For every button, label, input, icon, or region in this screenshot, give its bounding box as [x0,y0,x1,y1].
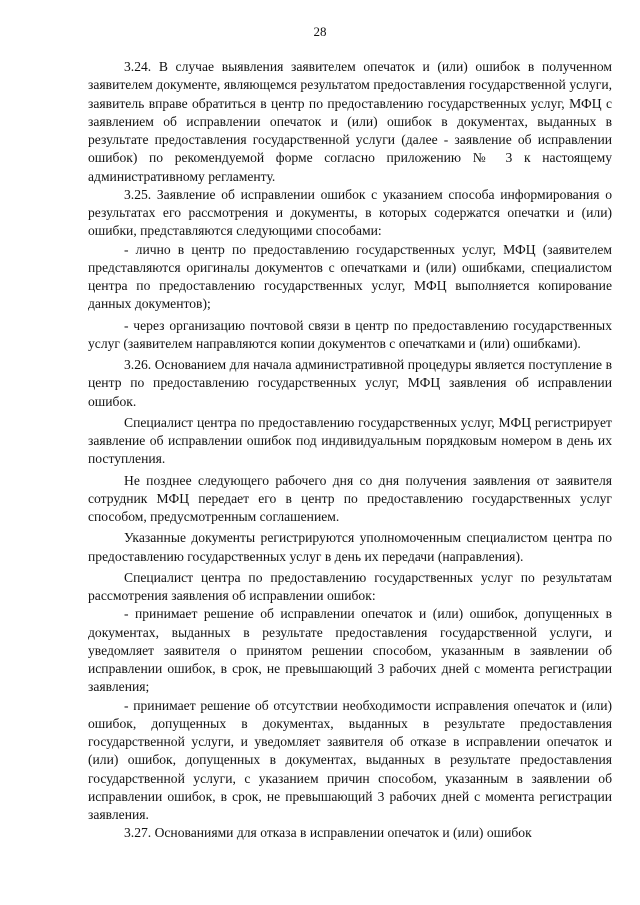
list-item-in-person: - лично в центр по предоставлению государственных услуг, МФЦ (заявителем представляются оригиналы документов с опечатками и (или) ошибками, специалистом центра по предоставлению государственных услуг, МФЦ выполняется копирование данных документов); [88,241,612,312]
paragraph-registration: Специалист центра по предоставлению государственных услуг, МФЦ регистрирует заявление об исправлении ошибок под индивидуальным порядковым номером в день их поступления. [88,414,612,467]
document-body [88,58,612,843]
paragraph-3-26: 3.26. Основанием для начала административной процедуры является поступление в центр по предоставлению государственных услуг, МФЦ заявления об исправлении ошибок. [88,357,612,409]
list-item-refusal-decision: - принимает решение об отсутствии необходимости исправления опечаток и (или) ошибок, допущенных в документах, выданных в результате предоставления государственной услуги, и уведомляет заявителя об отказе в исправлении опечаток и (или) ошибок, допущенных в документах, выданных в результате предоставления государственной услуги, с указанием причин способом, указанным в заявлении об исправлении ошибок, в срок, не превышающий 3 рабочих дней с момента регистрации заявления. [88,697,612,822]
page-number: 28 [313,24,327,39]
paragraph-3-27: 3.27. Основаниями для отказа в исправлении опечаток и (или) ошибок [124,825,532,841]
paragraph-specialist-review: Специалист центра по предоставлению государственных услуг по результатам рассмотрения заявления об исправлении ошибок: [88,569,612,603]
paragraph-3-24: 3.24. В случае выявления заявителем опечаток и (или) ошибок в полученном заявителем документе, являющемся результатом предоставления государственной услуги, заявитель вправе обратиться в центр по предоставлению государственных услуг, МФЦ с заявлением об исправлении опечаток и (или) ошибок в документах, выданных в результате предоставления государственной услуги (далее - заявление об исправлении ошибок) по рекомендуемой форме согласно приложению № 3 к настоящему административному регламенту. [88,59,612,184]
list-item-postal: - через организацию почтовой связи в центр по предоставлению государственных услуг (заявителем направляются копии документов с опечатками и (или) ошибками). [88,317,612,351]
paragraph-transfer: Не позднее следующего рабочего дня со дня получения заявления от заявителя сотрудник МФЦ передает его в центр по предоставлению государственных услуг способом, предусмотренным соглашением. [88,472,612,524]
paragraph-documents-registered: Указанные документы регистрируются уполномоченным специалистом центра по предоставлению государственных услуг в день их передачи (направления). [88,530,612,564]
paragraph-3-25: 3.25. Заявление об исправлении ошибок с указанием способа информирования о результатах его рассмотрения и документы, в которых содержатся опечатки и (или) ошибки, представляются следующими способами: [88,186,612,239]
list-item-correction-decision: - принимает решение об исправлении опечаток и (или) ошибок, допущенных в документах, выданных в результате предоставления государственной услуги, и уведомляет заявителя о принятом решении способом, указанным в заявлении об исправлении ошибок, в срок, не превышающий 3 рабочих дней с момента регистрации заявления; [88,606,612,695]
